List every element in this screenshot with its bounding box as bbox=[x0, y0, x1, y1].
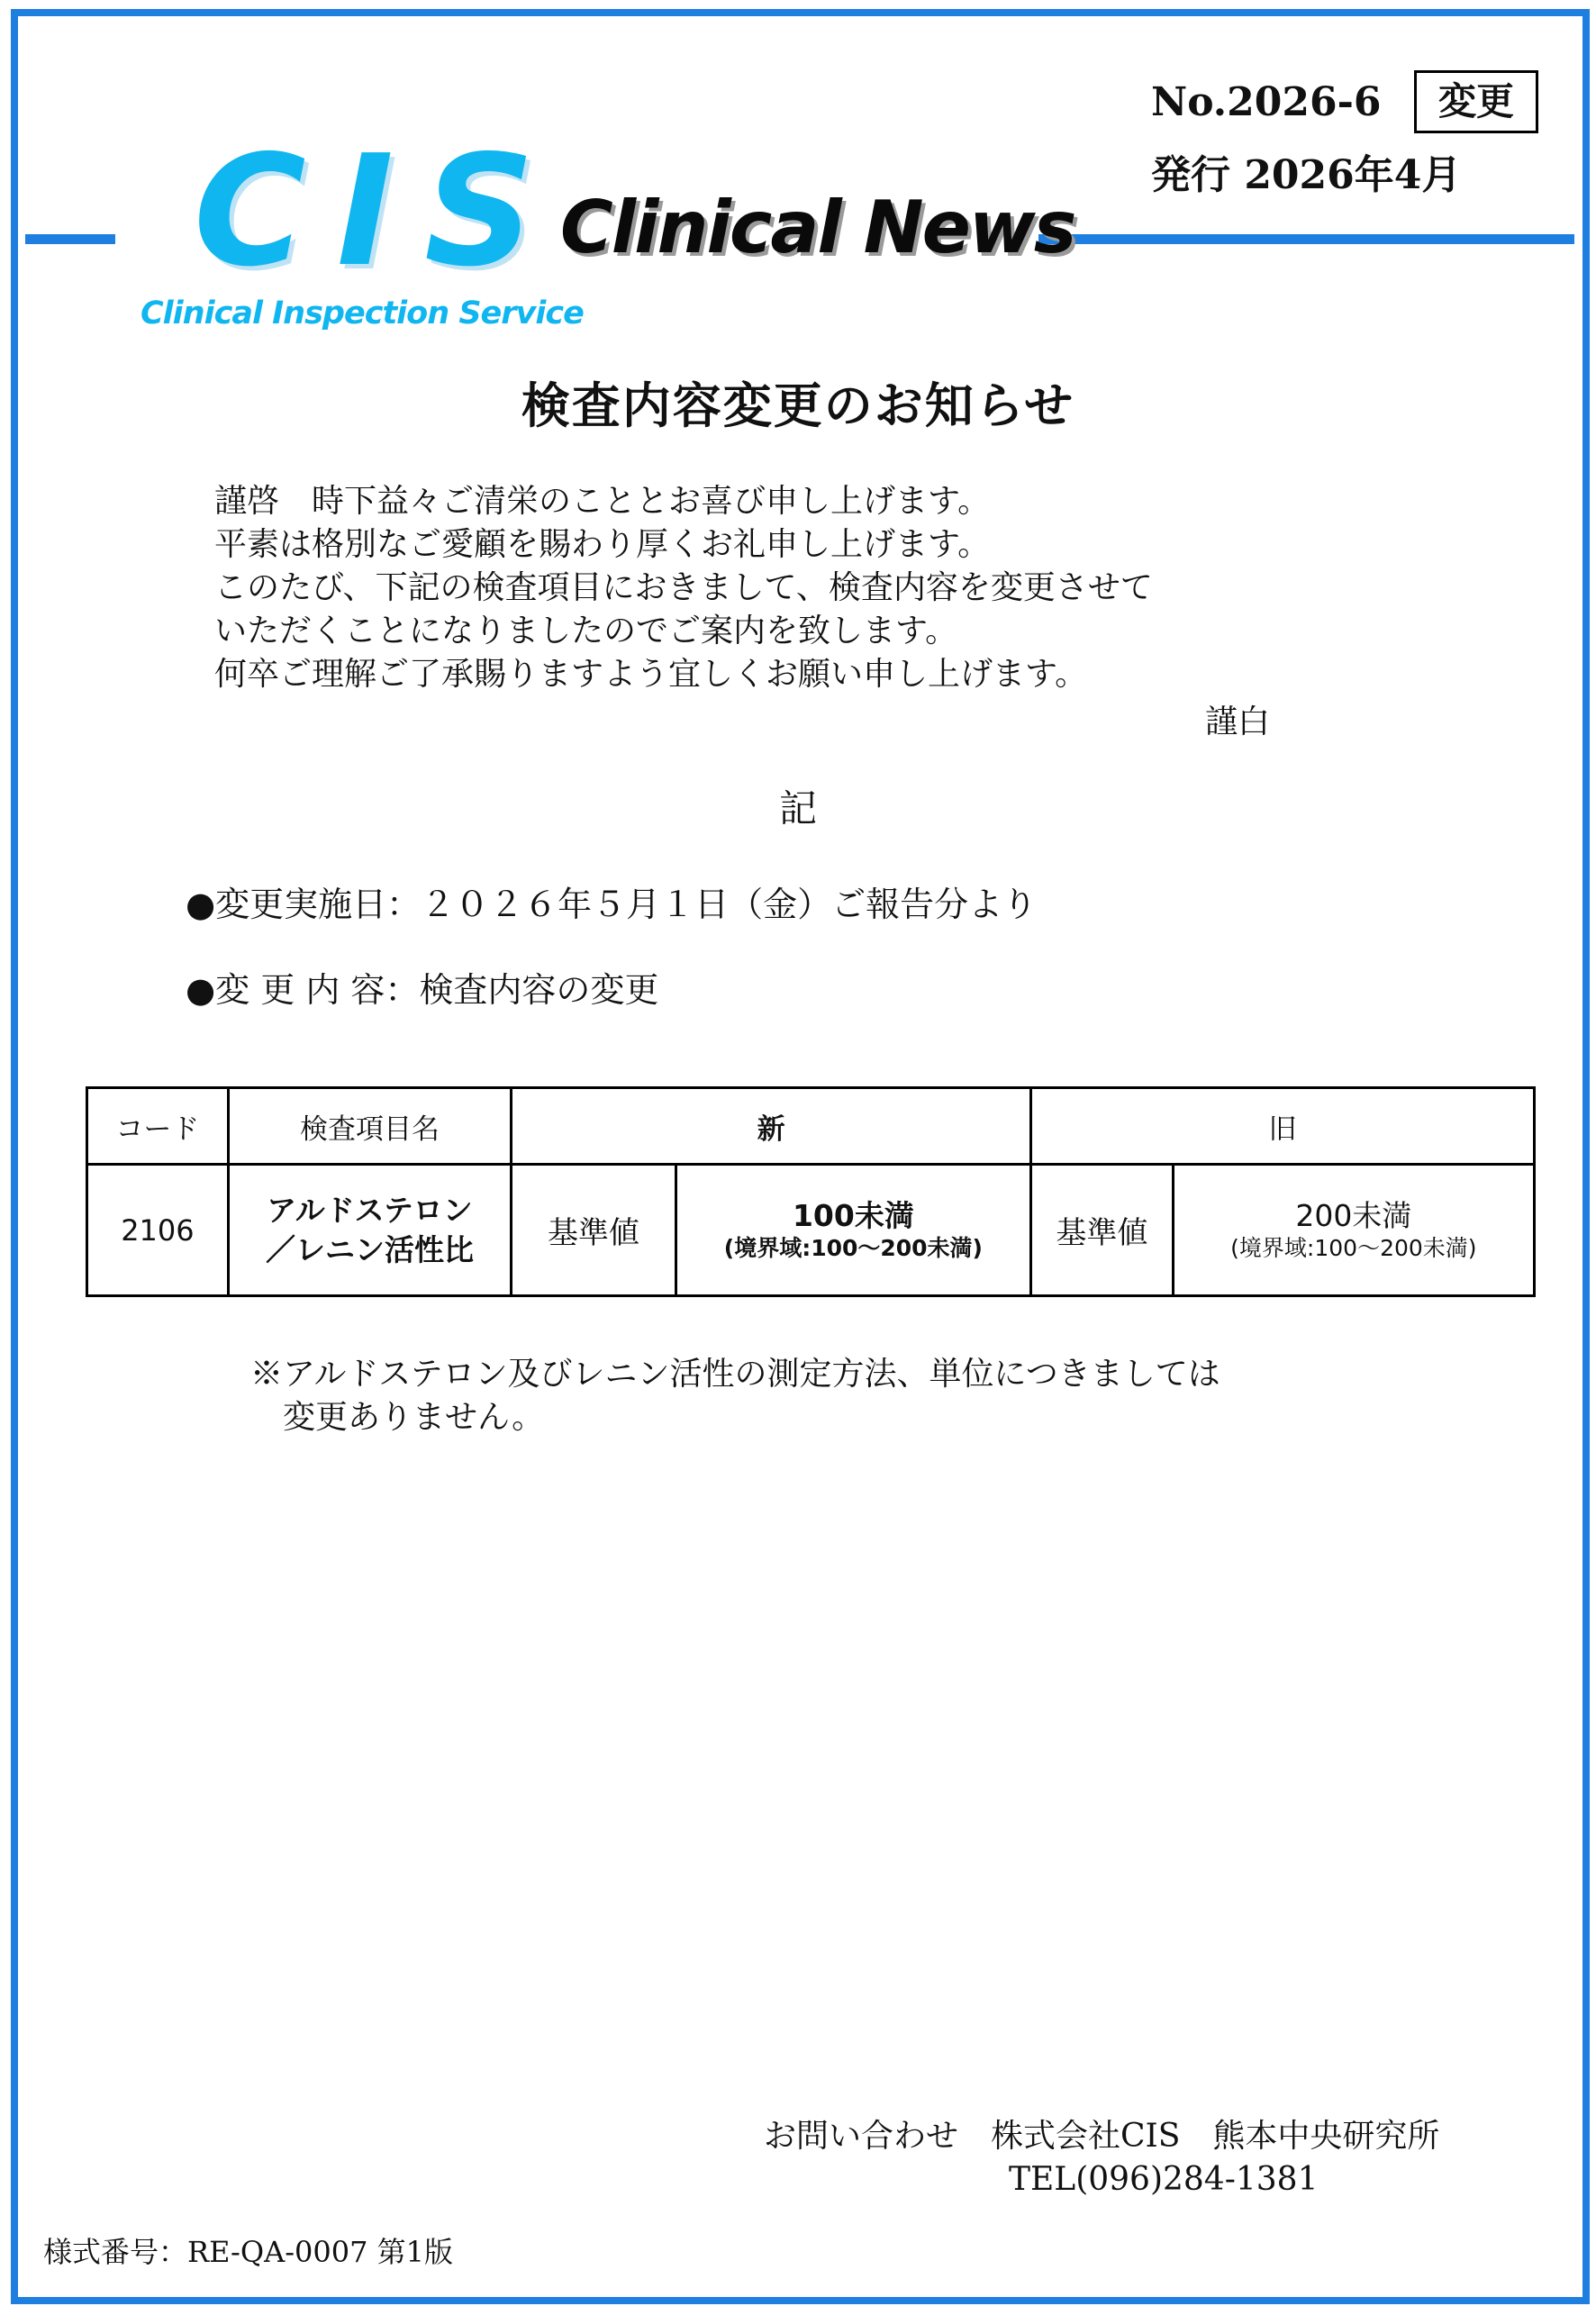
table-header-row bbox=[87, 1088, 1535, 1165]
header-old: 旧 bbox=[1031, 1088, 1535, 1165]
logo-subtitle: Clinical Inspection Service bbox=[141, 295, 584, 331]
contact-phone: TEL(096)284-1381 bbox=[1009, 2161, 1319, 2198]
header-item-name: 検査項目名 bbox=[228, 1088, 511, 1165]
footnote bbox=[250, 1353, 1220, 1439]
header-new: 新 bbox=[512, 1088, 1031, 1165]
company-logo: CIS bbox=[194, 123, 566, 301]
form-number: 様式番号：RE-QA-0007 第1版 bbox=[43, 2235, 453, 2269]
greeting-text bbox=[214, 480, 1153, 696]
ki-heading: 記 bbox=[778, 786, 817, 831]
new-borderline: (境界域:100～200未満) bbox=[723, 1234, 983, 1261]
newsletter-title: Clinical News bbox=[560, 186, 1075, 269]
greeting-line: 何卒ご理解ご了承賜りますよう宜しくお願い申し上げます。 bbox=[214, 656, 1088, 693]
issue-date: 発行 2026年4月 bbox=[1151, 152, 1462, 198]
new-value-cell bbox=[676, 1165, 1030, 1296]
new-value: 100未満 bbox=[792, 1197, 914, 1233]
old-value-cell bbox=[1173, 1165, 1534, 1296]
notice-title: 検査内容変更のお知らせ bbox=[521, 377, 1075, 434]
old-borderline: (境界域:100～200未満) bbox=[1230, 1234, 1477, 1261]
header-rule-right bbox=[1038, 234, 1574, 244]
table-row bbox=[87, 1165, 1535, 1296]
issue-type-badge: 変更 bbox=[1414, 70, 1538, 133]
greeting-line: いただくことになりましたのでご案内を致します。 bbox=[214, 613, 958, 649]
contact-line: お問い合わせ 株式会社CIS 熊本中央研究所 bbox=[764, 2118, 1440, 2155]
footnote-line: ※アルドステロン及びレニン活性の測定方法、単位につきましては bbox=[250, 1356, 1220, 1393]
greeting-line: このたび、下記の検査項目におきまして、検査内容を変更させて bbox=[214, 569, 1153, 606]
greeting-line: 謹啓 時下益々ご清栄のこととお喜び申し上げます。 bbox=[214, 483, 991, 520]
greeting-line: 平素は格別なご愛顧を賜わり厚くお礼申し上げます。 bbox=[214, 526, 991, 563]
header-rule-left bbox=[25, 234, 115, 244]
contact-info bbox=[764, 2115, 1439, 2202]
item-name-line: ／レニン活性比 bbox=[265, 1231, 474, 1267]
old-label: 基準値 bbox=[1031, 1165, 1174, 1296]
item-code: 2106 bbox=[87, 1165, 229, 1296]
closing-word: 謹白 bbox=[1205, 704, 1271, 740]
header-code: コード bbox=[87, 1088, 229, 1165]
change-table bbox=[86, 1086, 1536, 1297]
old-value: 200未満 bbox=[1295, 1197, 1412, 1233]
item-name-line: アルドステロン bbox=[267, 1192, 473, 1228]
footnote-line: 変更ありません。 bbox=[250, 1399, 545, 1436]
effective-date: ●変更実施日：２０２６年５月１日（金）ご報告分より bbox=[186, 885, 1038, 924]
item-name bbox=[228, 1165, 511, 1296]
new-label: 基準値 bbox=[512, 1165, 676, 1296]
change-content: ●変 更 内 容：検査内容の変更 bbox=[186, 970, 659, 1010]
issue-number: No.2026-6 bbox=[1151, 79, 1382, 125]
